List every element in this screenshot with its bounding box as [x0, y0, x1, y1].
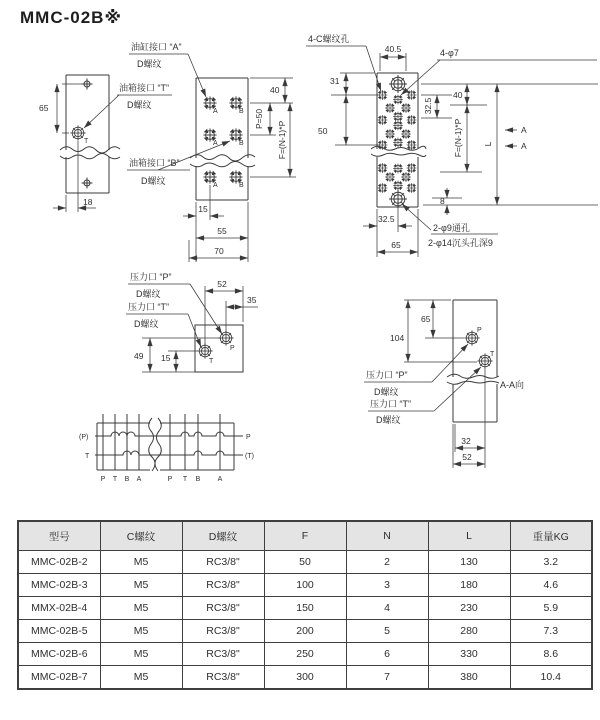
callout-cylinder-a: 油缸接口 “A”: [131, 42, 182, 52]
spec-table: [17, 520, 593, 690]
schematic-right-t: (T): [245, 453, 254, 460]
callout-c-thread-holes: 4-C螺纹孔: [308, 34, 350, 44]
callout-phi14-counterbore: 2-φ14沉头孔深9: [428, 238, 493, 248]
callout-pressure-p: 压力口 “P”: [130, 272, 172, 282]
table-header-row: [18, 521, 592, 551]
cell-weight: 8.6: [510, 643, 592, 666]
column-header-model: 型号: [18, 521, 100, 551]
dim-32-5-right: 32.5: [423, 97, 433, 115]
port-label-b: B: [239, 108, 244, 115]
cell-c-thread: M5: [100, 620, 182, 643]
cell-n: 6: [346, 643, 428, 666]
dim-32-5-bottom: 32.5: [378, 214, 395, 224]
table-row: [18, 574, 592, 597]
cell-f: 300: [264, 666, 346, 690]
schematic-port: P: [100, 476, 106, 483]
cell-f: 150: [264, 597, 346, 620]
callout-phi9-through: 2-φ9通孔: [433, 223, 470, 233]
port-label-b: B: [239, 140, 244, 147]
port-callouts: [84, 41, 230, 186]
dim-65: 65: [391, 240, 401, 250]
cell-n: 5: [346, 620, 428, 643]
dim-l: L: [483, 141, 493, 147]
cell-l: 380: [428, 666, 510, 690]
port-label-b: B: [239, 182, 244, 189]
cell-c-thread: M5: [100, 551, 182, 574]
dim-65: 65: [39, 103, 49, 113]
schematic-port: A: [217, 476, 223, 483]
callout-pressure-p-thread: D螺纹: [136, 289, 161, 299]
schematic-left-t: T: [85, 453, 90, 460]
cell-weight: 5.9: [510, 597, 592, 620]
table-row: [18, 666, 592, 690]
schematic-right-p: P: [246, 434, 251, 441]
dim-49: 49: [134, 351, 144, 361]
table-row: [18, 597, 592, 620]
schematic-port: T: [182, 476, 188, 483]
callout-pressure-t: 压力口 “T”: [370, 399, 411, 409]
cell-model: MMC-02B-5: [18, 620, 100, 643]
cell-d-thread: RC3/8": [182, 551, 264, 574]
cell-n: 2: [346, 551, 428, 574]
dim-f: F=(N-1)*P: [277, 120, 287, 160]
callout-pressure-t: 压力口 “T”: [128, 302, 169, 312]
port-label-t: T: [209, 358, 214, 365]
callout-tank-b-thread: D螺纹: [141, 176, 166, 186]
column-header-n: N: [346, 521, 428, 551]
port-label-a: A: [213, 140, 218, 147]
section-arrow-a2: A: [521, 141, 527, 151]
column-header-f: F: [264, 521, 346, 551]
schematic-left-p: (P): [79, 434, 89, 441]
cell-n: 3: [346, 574, 428, 597]
cell-model: MMC-02B-7: [18, 666, 100, 690]
dim-15: 15: [198, 204, 208, 214]
dim-40: 40: [453, 90, 463, 100]
dim-35: 35: [247, 295, 257, 305]
dim-18: 18: [83, 197, 93, 207]
section-aa-view: [364, 300, 524, 468]
dim-40: 40: [270, 85, 280, 95]
cell-f: 100: [264, 574, 346, 597]
dim-p50: P=50: [254, 108, 264, 130]
dim-104: 104: [390, 333, 405, 343]
cell-weight: 4.6: [510, 574, 592, 597]
cell-model: MMX-02B-4: [18, 597, 100, 620]
cell-f: 50: [264, 551, 346, 574]
column-header-weight: 重量KG: [510, 521, 592, 551]
port-label-t: T: [84, 138, 89, 145]
callout-cylinder-a-thread: D螺纹: [137, 59, 162, 69]
dim-32: 32: [461, 436, 471, 446]
dim-52: 52: [462, 452, 472, 462]
callout-pressure-p-thread: D螺纹: [374, 387, 399, 397]
schematic-port: B: [195, 476, 201, 483]
port-label-p: P: [230, 345, 235, 352]
column-header-c-thread: C螺纹: [100, 521, 182, 551]
cell-f: 250: [264, 643, 346, 666]
column-header-d-thread: D螺纹: [182, 521, 264, 551]
cell-c-thread: M5: [100, 597, 182, 620]
cell-d-thread: RC3/8": [182, 643, 264, 666]
cell-d-thread: RC3/8": [182, 666, 264, 690]
cell-l: 180: [428, 574, 510, 597]
cell-l: 330: [428, 643, 510, 666]
dim-55: 55: [217, 226, 227, 236]
schematic-port: T: [112, 476, 118, 483]
cell-d-thread: RC3/8": [182, 574, 264, 597]
port-label-t: T: [490, 351, 495, 358]
cell-l: 230: [428, 597, 510, 620]
callout-tank-b: 油箱接口 “B”: [129, 158, 180, 168]
page-title: MMC-02B※: [20, 8, 122, 27]
cell-c-thread: M5: [100, 643, 182, 666]
cell-model: MMC-02B-2: [18, 551, 100, 574]
table-row: [18, 551, 592, 574]
dim-52: 52: [217, 279, 227, 289]
dim-31: 31: [330, 76, 340, 86]
top-view: [306, 33, 598, 257]
callout-tank-t: 油箱接口 “T”: [119, 83, 169, 93]
cell-l: 130: [428, 551, 510, 574]
cell-weight: 7.3: [510, 620, 592, 643]
callout-pressure-t-thread: D螺纹: [134, 319, 159, 329]
dim-70: 70: [214, 246, 224, 256]
port-label-a: A: [213, 182, 218, 189]
column-header-l: L: [428, 521, 510, 551]
dim-40-5: 40.5: [384, 44, 402, 54]
cell-d-thread: RC3/8": [182, 620, 264, 643]
hydraulic-schematic: [79, 414, 254, 483]
pressure-port-view: [126, 271, 258, 372]
cell-c-thread: M5: [100, 574, 182, 597]
cell-c-thread: M5: [100, 666, 182, 690]
cell-d-thread: RC3/8": [182, 597, 264, 620]
dim-50: 50: [318, 126, 328, 136]
cell-weight: 3.2: [510, 551, 592, 574]
dim-15: 15: [161, 353, 171, 363]
schematic-port: P: [167, 476, 173, 483]
callout-pressure-t-thread: D螺纹: [376, 415, 401, 425]
schematic-port: B: [124, 476, 130, 483]
dim-8: 8: [440, 196, 445, 206]
dim-f: F=(N-1)*P: [453, 118, 463, 158]
cell-model: MMC-02B-6: [18, 643, 100, 666]
callout-tank-t-thread: D螺纹: [127, 100, 152, 110]
callout-pressure-p: 压力口 “P”: [366, 370, 408, 380]
cell-l: 280: [428, 620, 510, 643]
side-view: [39, 75, 120, 212]
front-view: [183, 78, 296, 262]
schematic-port: A: [136, 476, 142, 483]
cell-f: 200: [264, 620, 346, 643]
callout-phi7-holes: 4-φ7: [440, 48, 459, 58]
section-view-label: A-A向: [500, 380, 525, 390]
cell-model: MMC-02B-3: [18, 574, 100, 597]
dim-65: 65: [421, 314, 431, 324]
cell-n: 4: [346, 597, 428, 620]
port-label-p: P: [477, 327, 482, 334]
table-row: [18, 643, 592, 666]
cell-weight: 10.4: [510, 666, 592, 690]
cell-n: 7: [346, 666, 428, 690]
section-arrow-a1: A: [521, 125, 527, 135]
table-row: [18, 620, 592, 643]
port-label-a: A: [213, 108, 218, 115]
